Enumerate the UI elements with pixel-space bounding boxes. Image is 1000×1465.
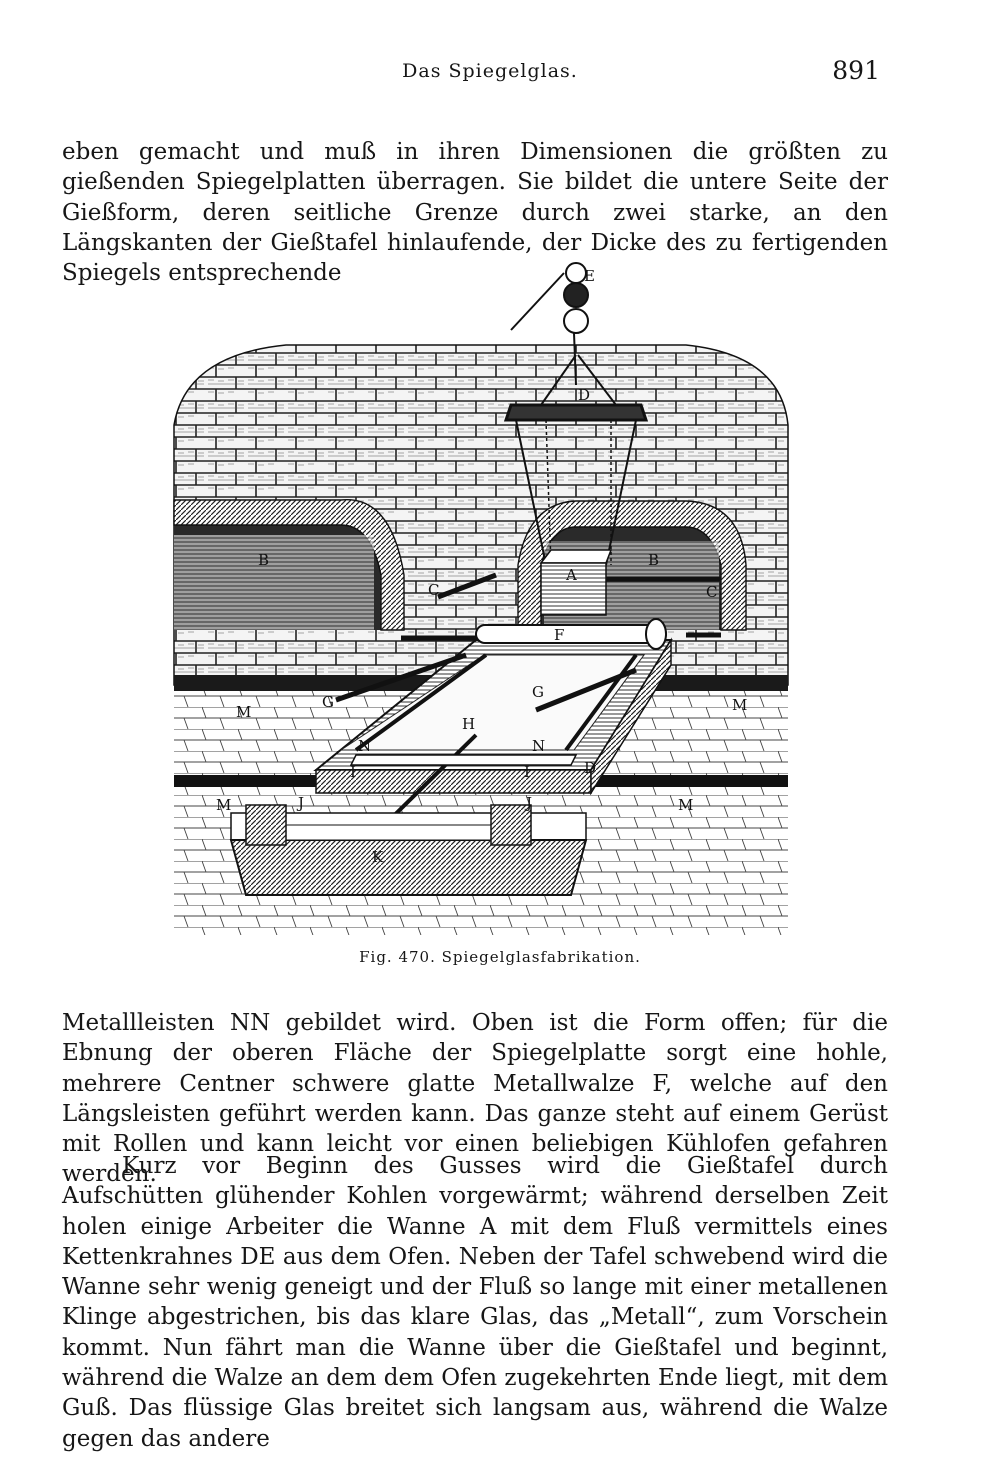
label-i-left: I — [350, 763, 356, 781]
label-m-3: M — [216, 796, 232, 814]
label-h: H — [462, 715, 476, 733]
label-m-4: M — [678, 796, 694, 814]
label-e: E — [584, 267, 595, 285]
label-k: K — [372, 848, 384, 866]
label-j-left: J — [298, 794, 305, 812]
figure-caption: Fig. 470. Spiegelglasfabrikation. — [359, 948, 641, 966]
label-n-left: N — [358, 737, 372, 755]
label-f: F — [554, 626, 565, 644]
furnace-opening-left — [174, 500, 404, 630]
trough — [231, 805, 586, 895]
paragraph-1: eben gemacht und muß in ihren Dimensionen die größten zu gießenden Spiegelplatten überragen. Sie bildet die untere Seite der Gießform, deren seitliche Grenze durch zwei starke, an den Längskanten der Gießtafel hinlaufende, der Dicke des zu fertigenden Spiegels entsprechende — [62, 139, 888, 287]
label-i-right: I — [524, 763, 530, 781]
label-m-1: M — [236, 703, 252, 721]
running-head: Das Spiegelglas. — [402, 60, 578, 82]
label-c-left: C — [428, 581, 440, 599]
label-d-crane: D — [578, 386, 591, 404]
paragraph-2: Metallleisten NN gebildet wird. Oben ist die Form offen; für die Ebnung der oberen Fläche der Spiegelplatte sorgt eine hohle, mehrere Centner schwere glatte Metallwalze F, welche auf den Längsleisten geführt werden kann. Das ganze steht auf einem Gerüst mit Rollen und kann leicht vor einen beliebigen Kühlofen gefahren werden. — [62, 1010, 888, 1188]
label-a: A — [566, 566, 577, 584]
label-n-right: N — [532, 737, 546, 755]
label-b-right: B — [648, 551, 660, 569]
glass-casting-engraving — [166, 245, 796, 945]
label-c-right: C — [706, 583, 718, 601]
label-g-left: G — [322, 693, 334, 711]
label-m-2: M — [732, 696, 748, 714]
label-b-left: B — [258, 551, 270, 569]
label-j-right: J — [526, 794, 533, 812]
figure-illustration — [166, 245, 796, 945]
label-d-right: D — [584, 759, 597, 777]
page-header — [60, 56, 880, 90]
paragraph-3: Kurz vor Beginn des Gusses wird die Gießtafel durch Aufschütten glühender Kohlen vorgewärmt; während derselben Zeit holen einige Arbeiter die Wanne A mit dem Fluß vermittels eines Kettenkrahnes DE aus dem Ofen. Neben der Tafel schwebend wird die Wanne sehr wenig geneigt und der Fluß so lange mit einer metallenen Klinge abgestrichen, bis das klare Glas, das „Metall“, zum Vorschein kommt. Nun fährt man die Wanne über die Gießtafel und beginnt, während die Walze an dem dem Ofen zugekehrten Ende liegt, mit dem Guß. Das flüssige Glas breitet sich langsam aus, während die Walze gegen das andere — [62, 1153, 888, 1452]
label-g-right: G — [532, 683, 544, 701]
page-number: 891 — [832, 56, 880, 85]
